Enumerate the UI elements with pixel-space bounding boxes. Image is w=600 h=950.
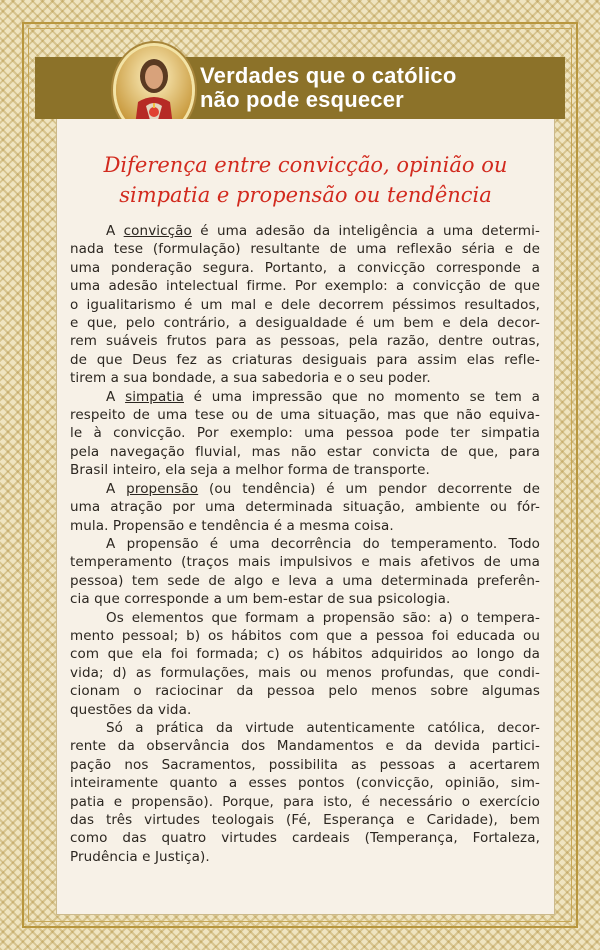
header-title-line-1: Verdades que o católico — [200, 63, 457, 88]
paragraph-line: le à convicção. Por exemplo: uma pessoa pode ter simpatia — [70, 425, 540, 442]
paragraph-conviccao — [70, 222, 540, 388]
paragraph-line: mento pessoal; b) os hábitos com que a pessoa foi educada ou — [70, 627, 540, 644]
subtitle-line-2: simpatia e propensão ou tendência — [119, 183, 492, 207]
header-title-line-2: não pode esquecer — [200, 87, 404, 112]
paragraph-line: uma adesão intelectual firme. Por exemplo: a convicção de que — [70, 278, 540, 295]
paragraph-line: rem suáveis frutos para as pessoas, pela razão, dentre outras, — [70, 333, 540, 350]
paragraph-line: mula. Propensão e tendência é a mesma coisa. — [70, 517, 394, 534]
paragraph-line: A propensão é uma decorrência do temperamento. Todo — [106, 535, 540, 552]
paragraph-line: patia e propensão). Porque, para isto, é necessário o exercício — [70, 793, 540, 810]
paragraph-line: de que Deus fez as criaturas desiguais para assim elas refle- — [70, 351, 540, 368]
paragraph-line: das três virtudes teologais (Fé, Esperança e Caridade), bem — [70, 812, 540, 828]
paragraph-line: uma ponderação segura. Portanto, a convicção corresponde a — [70, 259, 540, 276]
paragraph-line: A simpatia é uma impressão que no momento se tem a — [106, 388, 540, 405]
paragraph-line: Só a prática da virtude autenticamente católica, decor- — [106, 719, 540, 736]
paragraph-line: vida; d) as formulações, mais ou menos profundas, que condi- — [70, 664, 540, 681]
paragraph-line: o igualitarismo é um mal e dele decorrem péssimos resultados, — [70, 296, 540, 313]
paragraph-line: Prudência e Justiça). — [70, 848, 210, 865]
paragraph-line: e que, pelo contrário, a desigualdade é um bem e dela decor- — [70, 315, 540, 332]
keyword-propensao: propensão — [126, 480, 199, 497]
paragraph-line: tirem a sua bondade, a sua sabedoria e o seu poder. — [70, 370, 431, 387]
paragraph-line: cia que corresponde a um bem-estar de sua psicologia. — [70, 591, 451, 608]
paragraph-line: rente da observância dos Mandamentos e da devida partici- — [70, 738, 540, 755]
paragraph-line: Brasil inteiro, ela seja a melhor forma de transporte. — [70, 462, 430, 479]
paragraph-temperamento — [70, 535, 540, 609]
paragraph-line: como das quatro virtudes cardeais (Temperança, Fortaleza, — [70, 830, 540, 847]
paragraph-line: com que ela foi formada; c) os hábitos adquiridos ao longo da — [70, 646, 540, 663]
paragraph-line: temperamento (traços mais impulsivos e mais afetivos de uma — [70, 554, 540, 571]
paragraph-line: uma atração por uma determinada situação, ambiente ou fór- — [70, 499, 540, 516]
paragraph-line: cionam o raciocinar da pessoa pelo menos sobre algumas — [70, 683, 540, 700]
paragraph-line: inteiramente quanto a esses pontos (convicção, opinião, sim- — [70, 775, 540, 792]
paragraph-line: pação nos Sacramentos, possibilita as pessoas a acertarem — [70, 756, 540, 773]
paragraph-elementos — [70, 609, 540, 719]
paragraph-line: nada tese (formulação) resultante de uma reflexão séria e de — [70, 241, 540, 258]
paragraph-line: pessoa) tem sede de algo e leva a uma determinada preferên- — [70, 572, 540, 589]
paragraph-simpatia — [70, 388, 540, 480]
keyword-conviccao: convicção — [123, 223, 192, 239]
paragraph-line: Os elementos que formam a propensão são: a) o tempera- — [106, 609, 540, 626]
paragraph-propensao — [70, 480, 540, 535]
paragraph-line: A propensão (ou tendência) é um pendor decorrente de — [106, 480, 540, 497]
paragraph-line: A convicção é uma adesão da inteligência a uma determi- — [106, 223, 540, 239]
subtitle-line-1: Diferença entre convicção, opinião ou — [103, 153, 508, 177]
article-subtitle — [56, 150, 555, 210]
paragraph-line: questões da vida. — [70, 701, 192, 718]
header-title — [200, 64, 560, 112]
keyword-simpatia: simpatia — [125, 388, 184, 405]
paragraph-line: pela navegação fluvial, mas não estar convicta de que, para — [70, 443, 540, 460]
article-body — [70, 222, 540, 866]
paragraph-virtude — [70, 719, 540, 866]
paragraph-line: respeito de uma tese ou de uma situação, mas que não equiva- — [70, 407, 540, 424]
